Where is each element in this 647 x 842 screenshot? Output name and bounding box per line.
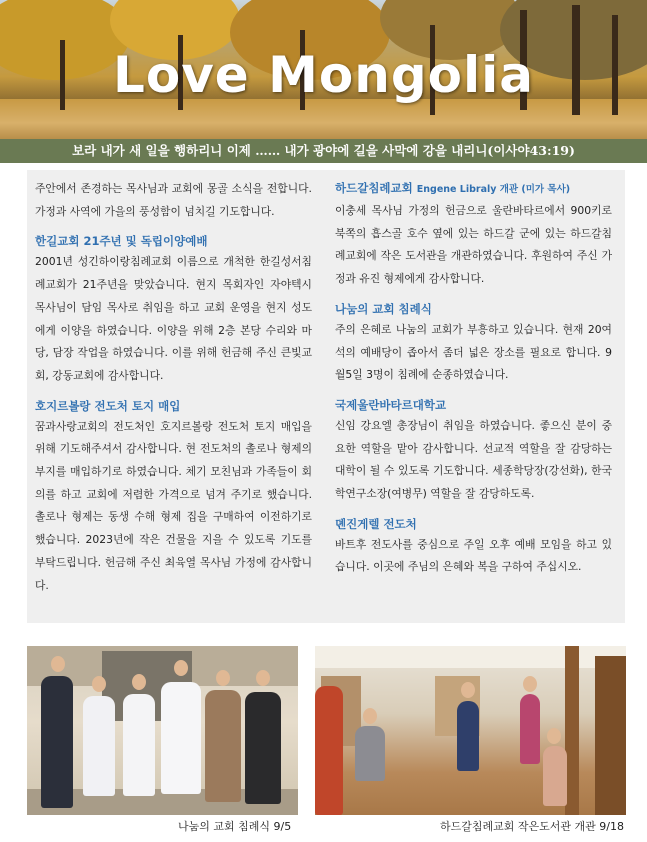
header-banner [0,0,647,139]
section-heading-main: 하드갈침례교회 [335,181,413,195]
section-heading: 국제울란바타르대학교 [335,397,447,412]
section-heading: 한길교회 21주년 및 독립이양예배 [35,234,208,249]
section-body: 꿈과사랑교회의 전도처인 호지르볼랑 전도처 토지 매입을 위해 기도해주셔서 감사합니다. 현 전도처의 촐로나 형제의 부지를 매입하기로 하였습니다. 체기 모친님과 가족들이 회의를 하고 교회에 저렴한 가격으로 넘겨 주기로 했습니다. 촐로나 형제는 동생 수해 형제 집을 구매하여 이전하기로 했습니다. 2023년에 작은 건물을 지을 수 있도록 기도를 부탁드립니다. 헌금해 주신 최육열 목사님 가정에 감사합니다. [35,419,312,592]
section-body: 주의 은혜로 나눔의 교회가 부흥하고 있습니다. 현재 20여 석의 예배당이 좁아서 좀더 넓은 장소를 필요로 합니다. 9월5일 3명이 침례에 순종하였습니다. [335,322,612,382]
right-column [335,178,612,579]
section-heading: 나눔의 교회 침례식 [335,301,432,316]
section-heading [335,178,612,200]
section-body: 신임 강요엘 총장님이 취임을 하였습니다. 좋으신 분이 중요한 역할을 맡아 감사합니다. 선교적 역할을 잘 감당하는 대학이 될 수 있도록 기도합니다. 세종학당장(강선화), 한국학연구소장(여병무) 역할을 잘 감당하도록. [335,418,612,501]
baptism-photo [27,646,298,815]
newsletter-article [27,170,625,623]
section-body: 이충세 목사님 가정의 헌금으로 울란바타르에서 900키로 북쪽의 흡스골 호수 옆에 있는 하드갈 군에 있는 하드갈침례교회에 작은 도서관을 개관하였습니다. 후원하여 주신 가정과 유진 형제에게 감사합니다. [335,204,612,286]
photo-caption: 하드갈침례교회 작은도서관 개관 9/18 [440,820,624,833]
left-column [35,178,312,597]
verse-bar: 보라 내가 새 일을 행하리니 이제 …… 내가 광야에 길을 사막에 강을 내리니(이사야43:19) [0,139,647,163]
section-body: 2001년 성긴하이랑침례교회 이름으로 개척한 한길성서침례교회가 21주년을 맞았습니다. 현지 목회자인 자야텍시 목사님이 담임 목사로 취임을 하고 교회 운영을 현지 성도에게 이양을 하였습니다. 이양을 위해 2층 본당 수리와 마당, 담장 작업을 하였습니다. 이를 위해 헌금해 주신 큰빛교회, 강동교회에 감사합니다. [35,255,312,382]
section-body: 바트후 전도사를 중심으로 주일 오후 예배 모임을 하고 있습니다. 이곳에 주님의 은혜와 복을 구하여 주십시오. [335,537,612,574]
photo-caption: 나눔의 교회 침례식 9/5 [178,820,292,833]
page-title: Love Mongolia [113,46,534,104]
section-heading: 호지르볼랑 전도처 토지 매입 [35,398,181,413]
library-photo [315,646,626,815]
section-heading: 뎬진게렐 전도처 [335,516,417,531]
section-heading-sub: Engene Libraly 개관 (미가 목사) [416,184,571,195]
intro-text: 주안에서 존경하는 목사님과 교회에 몽골 소식을 전합니다. 가정과 사역에 가을의 풍성함이 넘치길 기도합니다. [35,182,312,218]
